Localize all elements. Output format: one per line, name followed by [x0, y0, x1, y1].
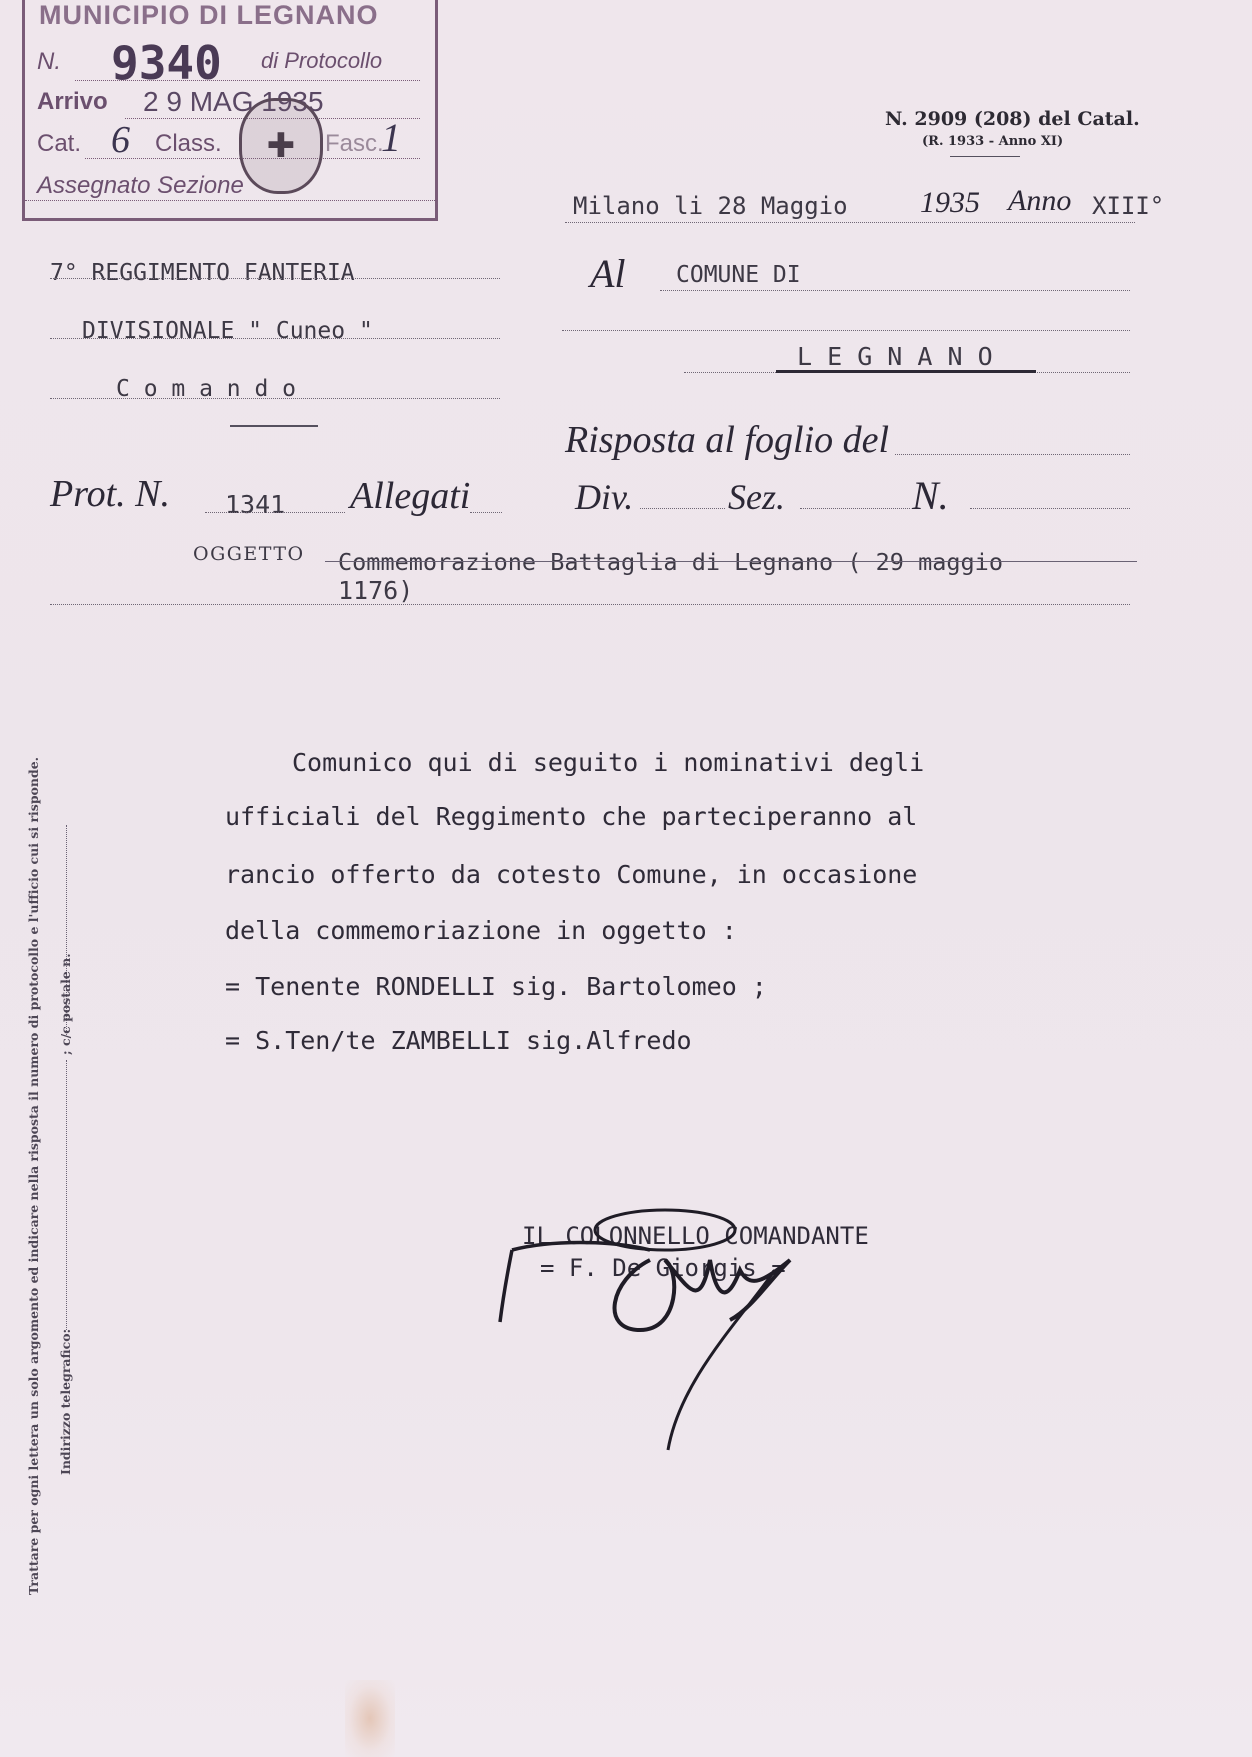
- stamp-assegnato-label: Assegnato Sezione: [37, 172, 244, 199]
- body-line-3: rancio offerto da cotesto Comune, in occasione: [225, 860, 918, 889]
- catalog-reference: (R. 1933 - Anno XI): [922, 134, 1064, 149]
- signature-stroke: [615, 1260, 790, 1330]
- officer-item-1: = Tenente RONDELLI sig. Bartolomeo ;: [225, 972, 767, 1001]
- stamp-fasc-label: Fasc.: [325, 130, 384, 157]
- prot-label: Prot. N.: [50, 473, 170, 515]
- recipient-line: [660, 290, 1130, 291]
- signature-stroke: [500, 1243, 650, 1323]
- divider: [230, 425, 318, 427]
- catalog-number: N. 2909 (208) del Catal.: [885, 108, 1140, 130]
- sender-line: [50, 338, 500, 339]
- body-line-1: Comunico qui di seguito i nominativi degli: [292, 748, 925, 777]
- side-postal-label: ; c/c postale n.: [58, 953, 73, 1055]
- prot-number: 1341: [225, 490, 286, 519]
- stamp-class-label: Class.: [155, 130, 222, 157]
- anno-label: Anno: [1008, 184, 1072, 217]
- subject-text-line1: Commemorazione Battaglia di Legnano ( 29 maggio: [338, 548, 1003, 576]
- stamp-line: [75, 80, 420, 81]
- subject-line: [50, 604, 1130, 605]
- registration-stamp: [22, 0, 438, 221]
- stamp-n-label: N.: [37, 48, 61, 75]
- handwritten-signature: [490, 1200, 890, 1460]
- sender-command: C o m a n d o: [116, 376, 297, 402]
- date-line: [565, 222, 1135, 223]
- anno-value: XIII°: [1092, 192, 1165, 220]
- reply-div-label: Div.: [575, 477, 634, 517]
- stamp-header: MUNICIPIO DI LEGNANO: [39, 0, 379, 30]
- stamp-cat-value: 6: [111, 119, 130, 161]
- signature-name: = F. De Giorgis =: [540, 1254, 786, 1282]
- stamp-arrivo-date: 2 9 MAG 1935: [143, 86, 324, 117]
- recipient-line1: COMUNE DI: [676, 262, 801, 288]
- subject-text-line2: 1176): [338, 576, 414, 605]
- prot-line: [470, 512, 502, 513]
- body-line-4: della commemoriazione in oggetto :: [225, 916, 737, 945]
- reply-label: Risposta al foglio del: [565, 419, 890, 461]
- stamp-number: 9340: [111, 36, 222, 90]
- sender-division: DIVISIONALE " Cuneo ": [82, 318, 373, 344]
- stamp-protocol-label: di Protocollo: [261, 48, 383, 73]
- reply-line: [970, 508, 1130, 509]
- city-underline: [776, 370, 1036, 373]
- sender-regiment: 7° REGGIMENTO FANTERIA: [50, 260, 355, 286]
- paper-stain: [345, 1680, 395, 1757]
- savoy-cross-icon: ✚: [266, 126, 296, 166]
- reply-line: [800, 508, 910, 509]
- date-year: 1935: [920, 186, 980, 219]
- recipient-line: [562, 330, 1130, 331]
- signature-title: IL COLONNELLO COMANDANTE: [522, 1222, 869, 1250]
- sender-line: [50, 278, 500, 279]
- side-instruction: Trattare per ogni lettera un solo argomento ed indicare nella risposta il numero di protocollo e l'ufficio cui si risponde.: [26, 756, 41, 1595]
- stamp-fasc-value: 1: [381, 115, 401, 160]
- reply-sez-label: Sez.: [728, 477, 785, 517]
- divider: [950, 156, 1020, 157]
- reply-line: [895, 454, 1130, 455]
- coat-of-arms-seal: [239, 98, 323, 194]
- body-line-2: ufficiali del Reggimento che parteciperanno al: [225, 802, 918, 831]
- subject-label: OGGETTO: [193, 543, 305, 565]
- stamp-line: [25, 200, 435, 201]
- officer-item-2: = S.Ten/te ZAMBELLI sig.Alfredo: [225, 1026, 692, 1055]
- side-line: [66, 1060, 67, 1330]
- reply-n-label: N.: [912, 473, 949, 518]
- side-telegraph-label: Indirizzo telegrafico:: [58, 1328, 73, 1475]
- prot-line: [205, 512, 345, 513]
- recipient-city: L E G N A N O: [797, 342, 993, 371]
- place-date: Milano li 28 Maggio: [573, 192, 848, 220]
- stamp-cat-label: Cat.: [37, 130, 82, 157]
- reply-line: [640, 508, 725, 509]
- sender-line: [50, 398, 500, 399]
- stamp-arrivo-label: Arrivo: [37, 88, 108, 115]
- allegati-label: Allegati: [350, 475, 471, 517]
- subject-strike: [325, 561, 1137, 562]
- recipient-prefix: Al: [590, 251, 626, 296]
